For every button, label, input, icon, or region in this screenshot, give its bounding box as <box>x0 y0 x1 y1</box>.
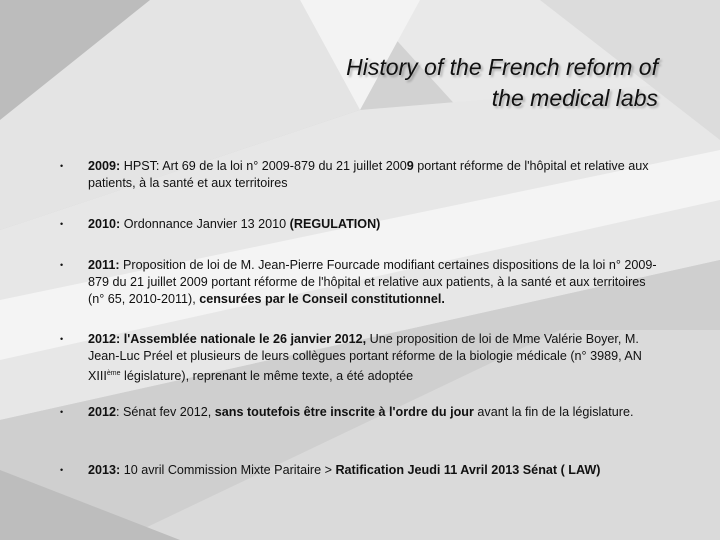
list-item <box>88 158 660 192</box>
list-item <box>88 404 660 421</box>
item-superscript: ème <box>106 370 121 377</box>
item-bold: 9 <box>406 159 414 173</box>
item-bold: (REGULATION) <box>289 217 381 231</box>
list-item <box>88 216 660 233</box>
item-text: Proposition de loi de M. Jean-Pierre Fourcade modifiant certaines dispositions de la loi n° 2009-879 du 21 juillet 2009 portant réforme de l'hôpital et relative aux patients, à la santé et aux territoires (n° 65, 2010-2011), <box>88 258 657 306</box>
title-line-1: History of the French reform of <box>346 54 658 80</box>
bullet-dot: • <box>60 334 64 344</box>
item-text: législature), reprenant le même texte, a été adoptée <box>120 369 414 384</box>
title-line-2: the medical labs <box>491 85 658 111</box>
item-text: Une proposition de loi de Mme Valérie Boyer, M. Jean-Luc Préel et plusieurs de leurs collègues portant réforme de la biologie médicale (n° 3989, AN XIII <box>88 332 642 384</box>
item-text: avant la fin de la législature. <box>473 405 634 419</box>
item-text: HPST: Art 69 de la loi n° 2009-879 du 21 juillet 200 <box>120 159 407 173</box>
item-year: 2013: <box>88 463 121 477</box>
bullet-dot: • <box>60 161 64 171</box>
item-year: 2012: l'Assemblée nationale le 26 janvier 2012, <box>88 332 367 346</box>
list-item <box>88 331 660 385</box>
item-text: : Sénat fev 2012, <box>116 405 215 419</box>
bullet-dot: • <box>60 219 64 229</box>
item-text: portant réforme de l'hôpital et relative aux patients, à la santé et aux territoires <box>88 159 649 190</box>
item-bold: Ratification Jeudi 11 Avril 2013 Sénat ( LAW) <box>335 463 601 477</box>
item-bold: censurées par le Conseil constitutionnel. <box>199 292 445 306</box>
bullet-dot: • <box>60 465 64 475</box>
list-item <box>88 462 660 479</box>
item-year: 2009: <box>88 159 121 173</box>
item-text: Ordonnance Janvier 13 2010 <box>120 217 290 231</box>
item-text: 10 avril Commission Mixte Paritaire > <box>120 463 336 477</box>
list-item <box>88 257 660 308</box>
item-bold: sans toutefois être inscrite à l'ordre du jour <box>214 405 474 419</box>
bullet-dot: • <box>60 260 64 270</box>
item-year: 2012 <box>88 405 117 419</box>
item-year: 2010: <box>88 217 121 231</box>
item-year: 2011: <box>88 258 120 272</box>
bullet-dot: • <box>60 407 64 417</box>
